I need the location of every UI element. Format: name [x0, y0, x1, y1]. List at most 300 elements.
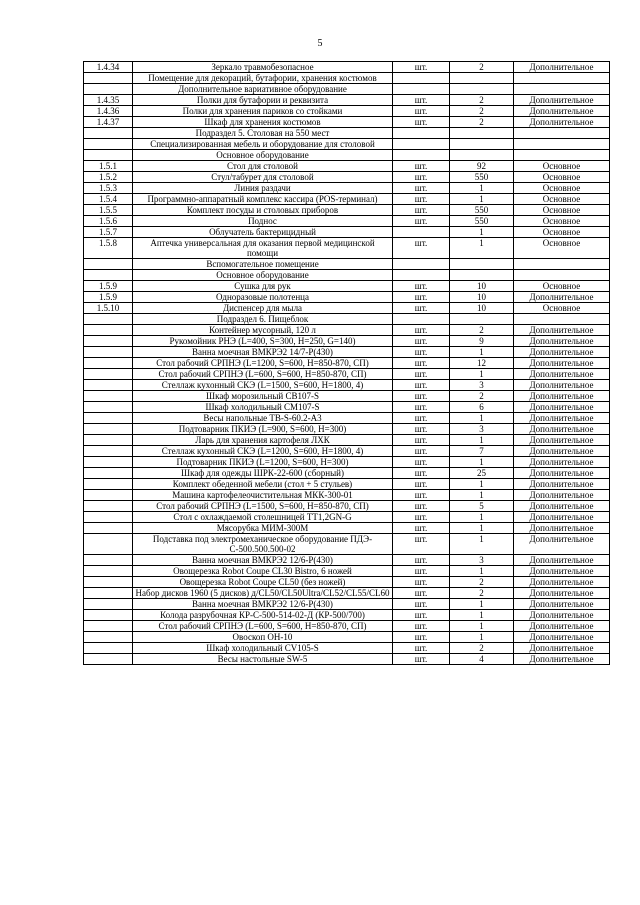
table-row [84, 654, 610, 665]
section-num-cell [84, 139, 133, 150]
item-unit: шт. [393, 380, 450, 391]
item-name: Подтоварник ПКИЭ (L=900, S=600, H=300) [133, 424, 393, 435]
item-unit: шт. [393, 577, 450, 588]
item-name: Мясорубка МИМ-300М [133, 523, 393, 534]
item-number [84, 621, 133, 632]
item-number [84, 391, 133, 402]
item-name: Комплект посуды и столовых приборов [133, 205, 393, 216]
table-row [84, 183, 610, 194]
section-type-cell [514, 150, 610, 161]
item-unit: шт. [393, 95, 450, 106]
item-unit: шт. [393, 632, 450, 643]
item-name: Стол рабочий СРПНЭ (L=600, S=600, H=850-870, СП) [133, 621, 393, 632]
item-name: Весы напольные ТВ-S-60.2-А3 [133, 413, 393, 424]
item-quantity: 9 [450, 336, 514, 347]
item-unit: шт. [393, 446, 450, 457]
item-name: Комплект обеденной мебели (стол + 5 стульев) [133, 479, 393, 490]
section-heading: Основное оборудование [133, 270, 393, 281]
section-num-cell [84, 259, 133, 270]
section-heading: Основное оборудование [133, 150, 393, 161]
item-quantity: 1 [450, 523, 514, 534]
item-number [84, 479, 133, 490]
item-number: 1.5.7 [84, 227, 133, 238]
item-unit: шт. [393, 490, 450, 501]
item-type: Основное [514, 238, 610, 259]
section-type-cell [514, 128, 610, 139]
item-number: 1.5.3 [84, 183, 133, 194]
item-number [84, 446, 133, 457]
item-name: Стеллаж кухонный СКЭ (L=1500, S=600, H=1800, 4) [133, 380, 393, 391]
table-row [84, 172, 610, 183]
item-type: Дополнительное [514, 402, 610, 413]
item-type: Основное [514, 281, 610, 292]
item-number [84, 599, 133, 610]
item-name: Ванна моечная ВМКРЭ2 12/6-Р(430) [133, 599, 393, 610]
table-row [84, 555, 610, 566]
item-quantity: 10 [450, 292, 514, 303]
item-number [84, 347, 133, 358]
item-name: Шкаф холодильный СМ107-S [133, 402, 393, 413]
item-unit: шт. [393, 413, 450, 424]
item-name: Контейнер мусорный, 120 л [133, 325, 393, 336]
item-unit: шт. [393, 523, 450, 534]
item-quantity: 3 [450, 424, 514, 435]
item-name: Поднос [133, 216, 393, 227]
item-quantity: 1 [450, 227, 514, 238]
item-type: Дополнительное [514, 610, 610, 621]
table-row [84, 599, 610, 610]
item-number [84, 325, 133, 336]
item-number [84, 380, 133, 391]
item-unit: шт. [393, 512, 450, 523]
section-num-cell [84, 84, 133, 95]
item-name: Стол с охлаждаемой столешницей ТТ1,2GN-G [133, 512, 393, 523]
item-name: Ванна моечная ВМКРЭ2 14/7-Р(430) [133, 347, 393, 358]
table-row [84, 457, 610, 468]
item-type: Дополнительное [514, 391, 610, 402]
item-unit: шт. [393, 292, 450, 303]
item-name: Овоскоп ОН-10 [133, 632, 393, 643]
item-type: Дополнительное [514, 292, 610, 303]
table-row [84, 106, 610, 117]
item-name: Подтоварник ПКИЭ (L=1200, S=600, H=300) [133, 457, 393, 468]
item-name: Рукомойник РНЭ (L=400, S=300, H=250, G=140) [133, 336, 393, 347]
item-number [84, 577, 133, 588]
item-unit: шт. [393, 402, 450, 413]
item-quantity: 3 [450, 555, 514, 566]
table-row [84, 446, 610, 457]
section-num-cell [84, 270, 133, 281]
item-number: 1.4.36 [84, 106, 133, 117]
item-number: 1.4.34 [84, 62, 133, 73]
item-number [84, 588, 133, 599]
item-number [84, 358, 133, 369]
item-name: Ларь для хранения картофеля ЛХК [133, 435, 393, 446]
item-unit: шт. [393, 358, 450, 369]
item-unit: шт. [393, 347, 450, 358]
section-unit-cell [393, 139, 450, 150]
table-row [84, 205, 610, 216]
item-unit: шт. [393, 62, 450, 73]
item-name: Набор дисков 1960 (5 дисков) д/CL50/CL50Ultra/CL52/CL55/CL60 [133, 588, 393, 599]
item-unit: шт. [393, 194, 450, 205]
item-quantity: 25 [450, 468, 514, 479]
item-unit: шт. [393, 468, 450, 479]
section-num-cell [84, 128, 133, 139]
table-row [84, 523, 610, 534]
item-quantity: 1 [450, 490, 514, 501]
section-unit-cell [393, 150, 450, 161]
item-number [84, 402, 133, 413]
table-row [84, 566, 610, 577]
item-type: Основное [514, 216, 610, 227]
table-row [84, 435, 610, 446]
table-row [84, 303, 610, 314]
section-type-cell [514, 73, 610, 84]
section-row [84, 150, 610, 161]
item-number: 1.5.4 [84, 194, 133, 205]
item-type: Дополнительное [514, 424, 610, 435]
item-number [84, 555, 133, 566]
table-row [84, 336, 610, 347]
item-name: Колода разрубочная КР-С-500-514-02-Д (КР-500/700) [133, 610, 393, 621]
item-quantity: 2 [450, 643, 514, 654]
section-row [84, 128, 610, 139]
item-unit: шт. [393, 336, 450, 347]
item-name: Полки для бутафории и реквизита [133, 95, 393, 106]
item-type: Дополнительное [514, 468, 610, 479]
item-name: Программно-аппаратный комплекс кассира (POS-терминал) [133, 194, 393, 205]
item-quantity: 2 [450, 62, 514, 73]
item-number [84, 643, 133, 654]
table-row [84, 325, 610, 336]
table-row [84, 577, 610, 588]
item-type: Дополнительное [514, 95, 610, 106]
item-type: Дополнительное [514, 117, 610, 128]
item-quantity: 1 [450, 632, 514, 643]
item-type: Дополнительное [514, 358, 610, 369]
item-number [84, 468, 133, 479]
item-number [84, 336, 133, 347]
item-name: Стол для столовой [133, 161, 393, 172]
item-quantity: 1 [450, 435, 514, 446]
item-name: Стул/табурет для столовой [133, 172, 393, 183]
item-name: Сушка для рук [133, 281, 393, 292]
table-row [84, 424, 610, 435]
section-qty-cell [450, 128, 514, 139]
item-type: Дополнительное [514, 413, 610, 424]
item-number [84, 654, 133, 665]
item-type: Дополнительное [514, 654, 610, 665]
item-quantity: 3 [450, 380, 514, 391]
section-unit-cell [393, 84, 450, 95]
item-unit: шт. [393, 588, 450, 599]
item-type: Основное [514, 194, 610, 205]
table-row [84, 347, 610, 358]
section-type-cell [514, 259, 610, 270]
item-name: Одноразовые полотенца [133, 292, 393, 303]
item-number [84, 632, 133, 643]
section-row [84, 139, 610, 150]
item-type: Основное [514, 183, 610, 194]
section-unit-cell [393, 128, 450, 139]
item-quantity: 1 [450, 369, 514, 380]
item-name: Ванна моечная ВМКРЭ2 12/6-Р(430) [133, 555, 393, 566]
item-number [84, 424, 133, 435]
item-number [84, 490, 133, 501]
item-number [84, 523, 133, 534]
item-type: Дополнительное [514, 621, 610, 632]
table-row [84, 281, 610, 292]
item-type: Дополнительное [514, 369, 610, 380]
item-unit: шт. [393, 369, 450, 380]
section-qty-cell [450, 270, 514, 281]
item-type: Дополнительное [514, 512, 610, 523]
item-number [84, 435, 133, 446]
item-name: Овощерезка Robot Coupe CL50 (без ножей) [133, 577, 393, 588]
table-row [84, 643, 610, 654]
table-row [84, 227, 610, 238]
item-type: Дополнительное [514, 106, 610, 117]
item-quantity: 2 [450, 577, 514, 588]
item-unit: шт. [393, 117, 450, 128]
section-heading: Специализированная мебель и оборудование для столовой [133, 139, 393, 150]
item-number [84, 610, 133, 621]
table-row [84, 588, 610, 599]
table-row [84, 117, 610, 128]
item-name: Шкаф холодильный CV105-S [133, 643, 393, 654]
section-row [84, 73, 610, 84]
item-type: Дополнительное [514, 566, 610, 577]
item-name: Полки для хранения париков со стойками [133, 106, 393, 117]
item-quantity: 5 [450, 501, 514, 512]
item-type: Дополнительное [514, 479, 610, 490]
section-qty-cell [450, 73, 514, 84]
table-row [84, 534, 610, 555]
item-unit: шт. [393, 238, 450, 259]
section-row [84, 84, 610, 95]
section-heading: Вспомогательное помещение [133, 259, 393, 270]
item-unit: шт. [393, 172, 450, 183]
item-type: Основное [514, 227, 610, 238]
item-type: Основное [514, 161, 610, 172]
item-unit: шт. [393, 457, 450, 468]
item-name: Машина картофелеочистительная МКК-300-01 [133, 490, 393, 501]
table-row [84, 501, 610, 512]
item-name: Зеркало травмобезопасное [133, 62, 393, 73]
section-unit-cell [393, 314, 450, 325]
item-number [84, 501, 133, 512]
section-heading: Подраздел 5. Столовая на 550 мест [133, 128, 393, 139]
item-quantity: 550 [450, 205, 514, 216]
item-quantity: 12 [450, 358, 514, 369]
table-row [84, 413, 610, 424]
section-qty-cell [450, 259, 514, 270]
item-number: 1.4.35 [84, 95, 133, 106]
item-type: Дополнительное [514, 446, 610, 457]
item-quantity: 10 [450, 281, 514, 292]
table-row [84, 62, 610, 73]
table-row [84, 292, 610, 303]
item-type: Дополнительное [514, 457, 610, 468]
table-row [84, 380, 610, 391]
item-number [84, 512, 133, 523]
item-type: Дополнительное [514, 643, 610, 654]
section-qty-cell [450, 139, 514, 150]
item-quantity: 4 [450, 654, 514, 665]
item-type: Дополнительное [514, 534, 610, 555]
section-qty-cell [450, 84, 514, 95]
item-quantity: 1 [450, 599, 514, 610]
section-qty-cell [450, 314, 514, 325]
item-unit: шт. [393, 555, 450, 566]
item-unit: шт. [393, 205, 450, 216]
item-quantity: 2 [450, 325, 514, 336]
table-row [84, 632, 610, 643]
item-number: 1.4.37 [84, 117, 133, 128]
item-type: Дополнительное [514, 347, 610, 358]
page-number: 5 [317, 38, 323, 49]
item-quantity: 1 [450, 347, 514, 358]
item-quantity: 1 [450, 238, 514, 259]
item-unit: шт. [393, 621, 450, 632]
item-unit [393, 227, 450, 238]
item-unit: шт. [393, 161, 450, 172]
section-heading: Подраздел 6. Пищеблок [133, 314, 393, 325]
section-qty-cell [450, 150, 514, 161]
item-unit: шт. [393, 391, 450, 402]
item-quantity: 2 [450, 588, 514, 599]
table-row [84, 369, 610, 380]
section-row [84, 270, 610, 281]
item-quantity: 1 [450, 621, 514, 632]
item-type: Дополнительное [514, 588, 610, 599]
section-type-cell [514, 139, 610, 150]
item-name: Стол рабочий СРПНЭ (L=600, S=600, H=850-870, СП) [133, 369, 393, 380]
item-name: Шкаф для хранения костюмов [133, 117, 393, 128]
equipment-table [83, 61, 610, 665]
item-quantity: 10 [450, 303, 514, 314]
table-row [84, 490, 610, 501]
item-number [84, 457, 133, 468]
item-unit: шт. [393, 534, 450, 555]
item-quantity: 6 [450, 402, 514, 413]
item-unit: шт. [393, 435, 450, 446]
item-name: Овощерезка Robot Coupe CL30 Bistro, 6 ножей [133, 566, 393, 577]
item-unit: шт. [393, 216, 450, 227]
item-type: Дополнительное [514, 501, 610, 512]
section-unit-cell [393, 270, 450, 281]
item-name: Стол рабочий СРПНЭ (L=1200, S=600, H=850-870, СП) [133, 358, 393, 369]
item-quantity: 7 [450, 446, 514, 457]
item-unit: шт. [393, 183, 450, 194]
item-type: Дополнительное [514, 555, 610, 566]
item-number: 1.5.5 [84, 205, 133, 216]
item-type: Дополнительное [514, 632, 610, 643]
item-name: Линия раздачи [133, 183, 393, 194]
item-number [84, 566, 133, 577]
item-unit: шт. [393, 424, 450, 435]
equipment-table-body [84, 62, 610, 665]
item-quantity: 2 [450, 391, 514, 402]
item-unit: шт. [393, 303, 450, 314]
item-type: Дополнительное [514, 435, 610, 446]
table-row [84, 402, 610, 413]
item-number: 1.5.1 [84, 161, 133, 172]
section-num-cell [84, 314, 133, 325]
item-type: Дополнительное [514, 62, 610, 73]
item-name: Стеллаж кухонный СКЭ (L=1200, S=600, H=1800, 4) [133, 446, 393, 457]
table-row [84, 621, 610, 632]
item-type: Дополнительное [514, 599, 610, 610]
item-number: 1.5.10 [84, 303, 133, 314]
item-type: Основное [514, 172, 610, 183]
item-type: Дополнительное [514, 577, 610, 588]
item-unit: шт. [393, 281, 450, 292]
item-type: Дополнительное [514, 325, 610, 336]
item-unit: шт. [393, 566, 450, 577]
item-name: Стол рабочий СРПНЭ (L=1500, S=600, H=850-870, СП) [133, 501, 393, 512]
item-quantity: 1 [450, 457, 514, 468]
section-heading: Помещение для декораций, бутафории, хранения костюмов [133, 73, 393, 84]
section-unit-cell [393, 73, 450, 84]
item-quantity: 2 [450, 106, 514, 117]
item-number: 1.5.2 [84, 172, 133, 183]
item-quantity: 1 [450, 479, 514, 490]
item-quantity: 1 [450, 194, 514, 205]
item-name: Шкаф морозильный СВ107-S [133, 391, 393, 402]
item-type: Основное [514, 303, 610, 314]
section-type-cell [514, 84, 610, 95]
item-unit: шт. [393, 106, 450, 117]
table-row [84, 194, 610, 205]
item-number: 1.5.8 [84, 238, 133, 259]
item-quantity: 1 [450, 183, 514, 194]
table-row [84, 391, 610, 402]
item-quantity: 550 [450, 216, 514, 227]
item-name: Шкаф для одежды ШРК-22-600 (сборный) [133, 468, 393, 479]
item-type: Дополнительное [514, 336, 610, 347]
item-number [84, 413, 133, 424]
item-number [84, 369, 133, 380]
item-name: Подставка под электромеханическое оборудование ПДЭ-С-500.500.500-02 [133, 534, 393, 555]
item-quantity: 550 [450, 172, 514, 183]
section-type-cell [514, 314, 610, 325]
table-row [84, 468, 610, 479]
item-unit: шт. [393, 599, 450, 610]
section-num-cell [84, 73, 133, 84]
section-unit-cell [393, 259, 450, 270]
item-unit: шт. [393, 654, 450, 665]
item-type: Дополнительное [514, 380, 610, 391]
table-row [84, 238, 610, 259]
item-type: Дополнительное [514, 490, 610, 501]
item-quantity: 2 [450, 95, 514, 106]
table-row [84, 161, 610, 172]
item-name: Диспенсер для мыла [133, 303, 393, 314]
section-type-cell [514, 270, 610, 281]
item-name: Облучатель бактерицидный [133, 227, 393, 238]
item-quantity: 1 [450, 534, 514, 555]
table-row [84, 610, 610, 621]
item-quantity: 1 [450, 566, 514, 577]
section-row [84, 314, 610, 325]
item-quantity: 1 [450, 512, 514, 523]
item-quantity: 1 [450, 610, 514, 621]
section-row [84, 259, 610, 270]
section-heading: Дополнительное вариативное оборудование [133, 84, 393, 95]
item-number: 1.5.9 [84, 292, 133, 303]
